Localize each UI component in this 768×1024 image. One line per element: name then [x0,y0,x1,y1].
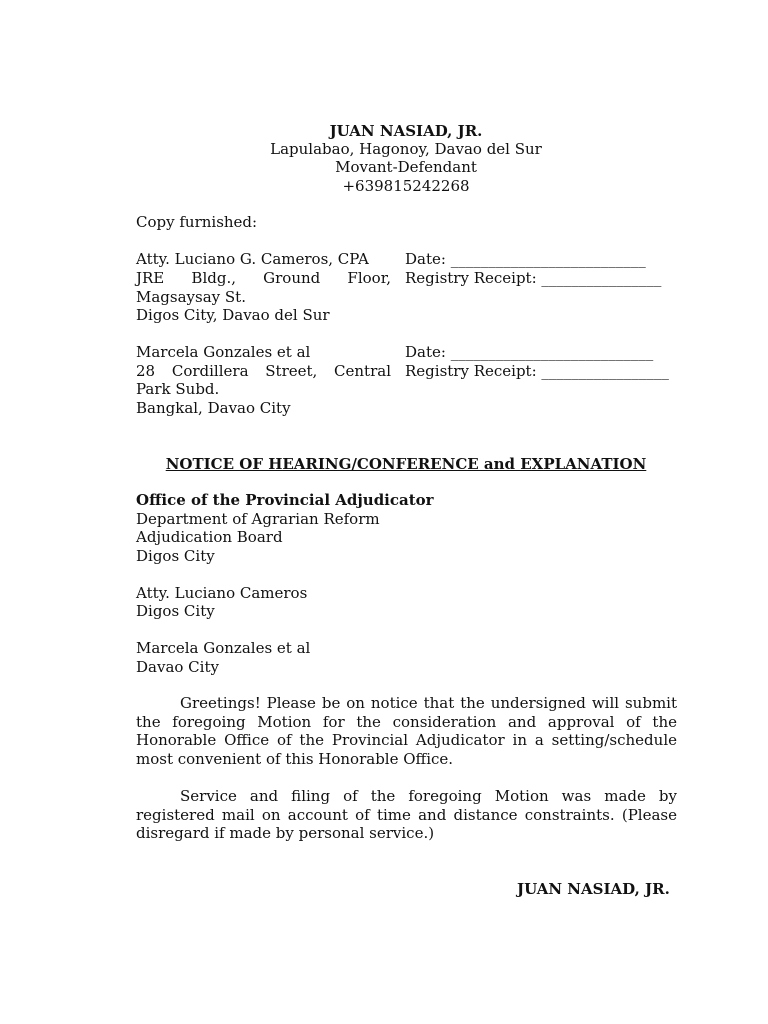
addressee-line: Marcela Gonzales et al [136,639,311,657]
date-field: Date: __________________________ [405,250,646,268]
addressee-line: Digos City [136,547,215,565]
recipient-line: Marcela Gonzales et al [136,343,311,361]
addressee-line: Davao City [136,658,219,676]
recipient-line: Atty. Luciano G. Cameros, CPA [136,250,369,268]
recipient-line: Bangkal, Davao City [136,399,291,417]
header-phone: +639815242268 [342,177,470,195]
addressee-line: Digos City [136,602,215,620]
recipient-line: Magsaysay St. [136,288,246,306]
header-name: JUAN NASIAD, JR. [329,122,483,140]
addressee-line: Adjudication Board [136,528,283,546]
header-role: Movant-Defendant [335,158,477,176]
notice-paragraph: Service and filing of the foregoing Motion was made by registered mail on account of time and distance constraints. (Please disregard if made by personal service.) [136,787,677,842]
addressee-line: Atty. Luciano Cameros [136,584,308,602]
notice-title: NOTICE OF HEARING/CONFERENCE and EXPLANATION [165,455,647,473]
header-address: Lapulabao, Hagonoy, Davao del Sur [270,140,542,158]
date-field: Date: ___________________________ [405,343,654,361]
recipient-line: Digos City, Davao del Sur [136,306,330,324]
registry-receipt-field: Registry Receipt: ________________ [405,269,662,287]
addressee-line: Department of Agrarian Reform [136,510,380,528]
recipient-line: Park Subd. [136,380,220,398]
recipient-line: JRE Bldg., Ground Floor, [136,269,391,287]
copy-furnished-label: Copy furnished: [136,213,258,231]
addressee-line: Office of the Provincial Adjudicator [136,491,434,509]
signature-name: JUAN NASIAD, JR. [517,880,670,898]
notice-paragraph: Greetings! Please be on notice that the undersigned will submit the foregoing Motion for the consideration and approval of the Honorable Office of the Provincial Adjudicator in a setting/schedule most convenient of this Honorable Office. [136,694,677,768]
recipient-line: 28 Cordillera Street, Central [136,362,391,380]
registry-receipt-field: Registry Receipt: _________________ [405,362,669,380]
